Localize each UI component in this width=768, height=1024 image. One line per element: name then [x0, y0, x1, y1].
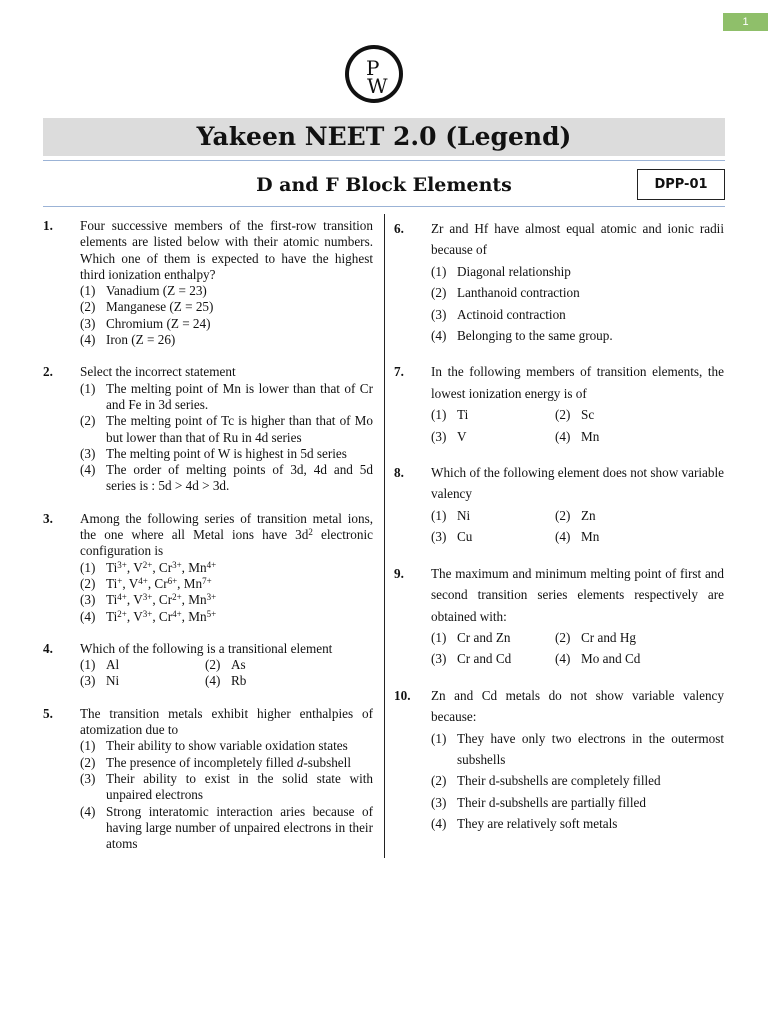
option-3 [80, 673, 205, 689]
left-column [43, 218, 373, 868]
option-number: (1) [431, 629, 447, 645]
option-text: Zn [581, 507, 596, 523]
option-3 [431, 792, 724, 813]
option-text: Mo and Cd [581, 651, 641, 667]
option-text: Ti [457, 407, 469, 423]
option-4 [555, 426, 724, 447]
question-number: 2. [43, 364, 53, 380]
option-4 [555, 648, 724, 669]
option-2 [555, 404, 724, 425]
option-text: Their ability to show variable oxidation states [106, 738, 348, 754]
option-number: (3) [80, 673, 96, 689]
question-stem: Zn and Cd metals do not show variable valency because: [431, 687, 724, 725]
option-3 [80, 592, 373, 608]
option-1 [80, 657, 205, 673]
option-2 [80, 413, 373, 446]
option-text: Ti+, $V^{4+}$, $Cr^{6+}$, $Mn^{7+}$ [106, 575, 212, 591]
option-text: They have only two electrons in the outermost subshells [457, 730, 724, 767]
question-number: 5. [43, 705, 53, 721]
option-number: (3) [431, 651, 447, 667]
option-4 [80, 804, 373, 853]
question-9 [394, 563, 724, 670]
option-number: (1) [80, 657, 96, 673]
option-3 [431, 648, 555, 669]
option-number: (1) [431, 263, 447, 279]
option-number: (1) [80, 738, 96, 754]
stem-text: Among the following series of transition metal ions, the one where all Metal ions have 3d [80, 510, 373, 543]
option-2 [205, 657, 373, 673]
option-number: (2) [205, 657, 221, 673]
option-number: (2) [555, 407, 571, 423]
option-number: (4) [555, 428, 571, 444]
option-4 [80, 609, 373, 625]
question-number: 7. [394, 364, 404, 380]
option-text: The melting point of W is highest in 5d series [106, 445, 347, 461]
option-text: The presence of incompletely filled d-subshell [106, 754, 351, 770]
pw-logo [344, 44, 404, 104]
option-text: Cr and Hg [581, 629, 636, 645]
option-1 [431, 261, 724, 282]
option-1 [431, 627, 555, 648]
option-2 [431, 770, 724, 791]
question-stem: The transition metals exhibit higher enthalpies of atomization due to [80, 705, 373, 738]
option-1 [431, 505, 555, 526]
option-4 [431, 325, 724, 346]
option-number: (4) [205, 673, 221, 689]
option-2 [80, 755, 373, 771]
option-text: Chromium (Z = 24) [106, 315, 211, 331]
option-text: Their d-subshells are completely filled [457, 773, 661, 789]
option-text: Mn [581, 428, 600, 444]
option-text: The melting point of Tc is higher than that of Mo but lower than that of Ru in 4d series [106, 413, 373, 445]
option-text: Ni [106, 673, 120, 689]
question-2 [43, 364, 373, 494]
option-text: Diagonal relationship [457, 263, 571, 279]
option-text: Sc [581, 407, 595, 423]
option-text: The melting point of Mn is lower than that of Cr and Fe in 3d series. [106, 380, 373, 412]
option-text: Cu [457, 529, 473, 545]
option-number: (1) [80, 380, 96, 396]
option-text: Lanthanoid contraction [457, 285, 580, 301]
option-1 [80, 381, 373, 414]
option-3 [431, 304, 724, 325]
option-3 [80, 771, 373, 804]
option-2 [555, 505, 724, 526]
option-number: (2) [555, 507, 571, 523]
option-text: As [231, 657, 246, 673]
option-number: (2) [80, 754, 96, 770]
question-stem: Which of the following is a transitional element [80, 640, 333, 656]
question-6 [394, 218, 724, 346]
option-text: Actinoid contraction [457, 306, 566, 322]
option-4 [555, 526, 724, 547]
option-1 [80, 560, 373, 576]
option-text: $Ti^{2+}$, $V^{3+}$, $Cr^{4+}$, $Mn^{5+}$ [106, 608, 217, 624]
superscript: 2 [308, 527, 313, 538]
option-number: (3) [431, 306, 447, 322]
option-2 [555, 627, 724, 648]
option-text: Their d-subshells are partially filled [457, 794, 646, 810]
question-stem: Four successive members of the first-row transition elements are listed below with their atomic numbers. Which one of them is expected to have the highest third ionization enthalpy? [80, 218, 373, 282]
option-text: $Ti^{3+}$, $V^{2+}$, $Cr^{3+}$, $Mn^{4+}$ [106, 559, 217, 575]
option-text: Manganese (Z = 25) [106, 299, 214, 315]
question-number: 10. [394, 687, 411, 703]
option-number: (3) [80, 445, 96, 461]
option-3 [80, 446, 373, 462]
question-5 [43, 706, 373, 853]
option-text: Their ability to exist in the solid state with unpaired electrons [106, 770, 373, 803]
question-stem [80, 511, 373, 560]
option-number: (2) [80, 413, 96, 429]
option-number: (1) [431, 507, 447, 523]
option-text: V [457, 428, 467, 444]
option-3 [80, 316, 373, 332]
option-number: (4) [80, 462, 96, 478]
option-4 [80, 332, 373, 348]
option-number: (3) [431, 428, 447, 444]
page-number-badge: 1 [723, 13, 768, 31]
option-1 [431, 404, 555, 425]
option-3 [431, 526, 555, 547]
option-number: (2) [431, 773, 447, 789]
option-number: (2) [80, 299, 96, 315]
option-4 [205, 673, 373, 689]
option-1 [80, 283, 373, 299]
option-text: They are relatively soft metals [457, 816, 618, 832]
question-stem: In the following members of transition elements, the lowest ionization energy is of [431, 364, 724, 401]
option-text: Al [106, 657, 120, 673]
option-number: (1) [80, 559, 96, 575]
option-number: (3) [431, 794, 447, 810]
option-number: (2) [555, 629, 571, 645]
dpp-label-box: DPP-01 [637, 169, 725, 200]
header-rule [43, 160, 725, 161]
option-number: (3) [431, 529, 447, 545]
option-number: (4) [80, 608, 96, 624]
option-text: Iron (Z = 26) [106, 332, 176, 348]
stem-text: electronic configuration is [80, 527, 374, 559]
question-stem: Select the incorrect statement [80, 364, 236, 380]
option-text: Vanadium (Z = 23) [106, 283, 207, 299]
option-text: Cr and Zn [457, 629, 511, 645]
chapter-title: D and F Block Elements [256, 174, 512, 196]
option-1 [80, 738, 373, 754]
option-number: (4) [80, 332, 96, 348]
option-text: Cr and Cd [457, 651, 512, 667]
option-2 [431, 282, 724, 303]
option-1 [431, 728, 724, 771]
question-number: 8. [394, 465, 404, 481]
option-text: Strong interatomic interaction aries because of having large number of unpaired electrons in their atoms [106, 803, 373, 852]
question-number: 9. [394, 565, 404, 581]
option-number: (1) [431, 730, 447, 746]
option-2 [80, 576, 373, 592]
question-stem: The maximum and minimum melting point of first and second transition series elements respectively are obtained with: [431, 565, 724, 624]
question-stem: Zr and Hf have almost equal atomic and ionic radii because of [431, 221, 724, 258]
option-4 [431, 813, 724, 834]
question-number: 4. [43, 640, 53, 656]
option-3 [431, 426, 555, 447]
option-number: (2) [431, 285, 447, 301]
option-number: (4) [431, 328, 447, 344]
column-divider [384, 214, 385, 858]
option-number: (3) [80, 770, 96, 786]
question-7 [394, 361, 724, 447]
option-number: (4) [555, 651, 571, 667]
question-stem: Which of the following element does not show variable valency [431, 465, 724, 502]
option-number: (1) [80, 283, 96, 299]
option-number: (2) [80, 575, 96, 591]
option-text: Rb [231, 673, 247, 689]
option-2 [80, 299, 373, 315]
option-text: Mn [581, 529, 600, 545]
right-column [394, 218, 724, 850]
option-number: (4) [555, 529, 571, 545]
option-text: Belonging to the same group. [457, 328, 613, 344]
svg-text:W: W [367, 74, 388, 98]
subheader-rule [43, 206, 725, 207]
question-8 [394, 462, 724, 548]
option-4 [80, 462, 373, 495]
option-number: (4) [431, 816, 447, 832]
option-number: (3) [80, 592, 96, 608]
option-text: The order of melting points of 3d, 4d and 5d series is : 5d > 4d > 3d. [106, 462, 373, 494]
option-number: (3) [80, 315, 96, 331]
option-number: (1) [431, 407, 447, 423]
question-3 [43, 511, 373, 625]
question-10 [394, 685, 724, 835]
question-number: 6. [394, 221, 404, 236]
option-text: Ni [457, 507, 471, 523]
question-number: 1. [43, 218, 53, 233]
question-number: 3. [43, 510, 53, 526]
question-1 [43, 218, 373, 348]
question-4 [43, 641, 373, 690]
svg-text:P: P [366, 56, 380, 80]
option-number: (4) [80, 803, 96, 819]
option-text: $Ti^{4+}$, $V^{3+}$, $Cr^{2+}$, $Mn^{3+}$ [106, 592, 217, 608]
page-title: Yakeen NEET 2.0 (Legend) [196, 122, 572, 151]
